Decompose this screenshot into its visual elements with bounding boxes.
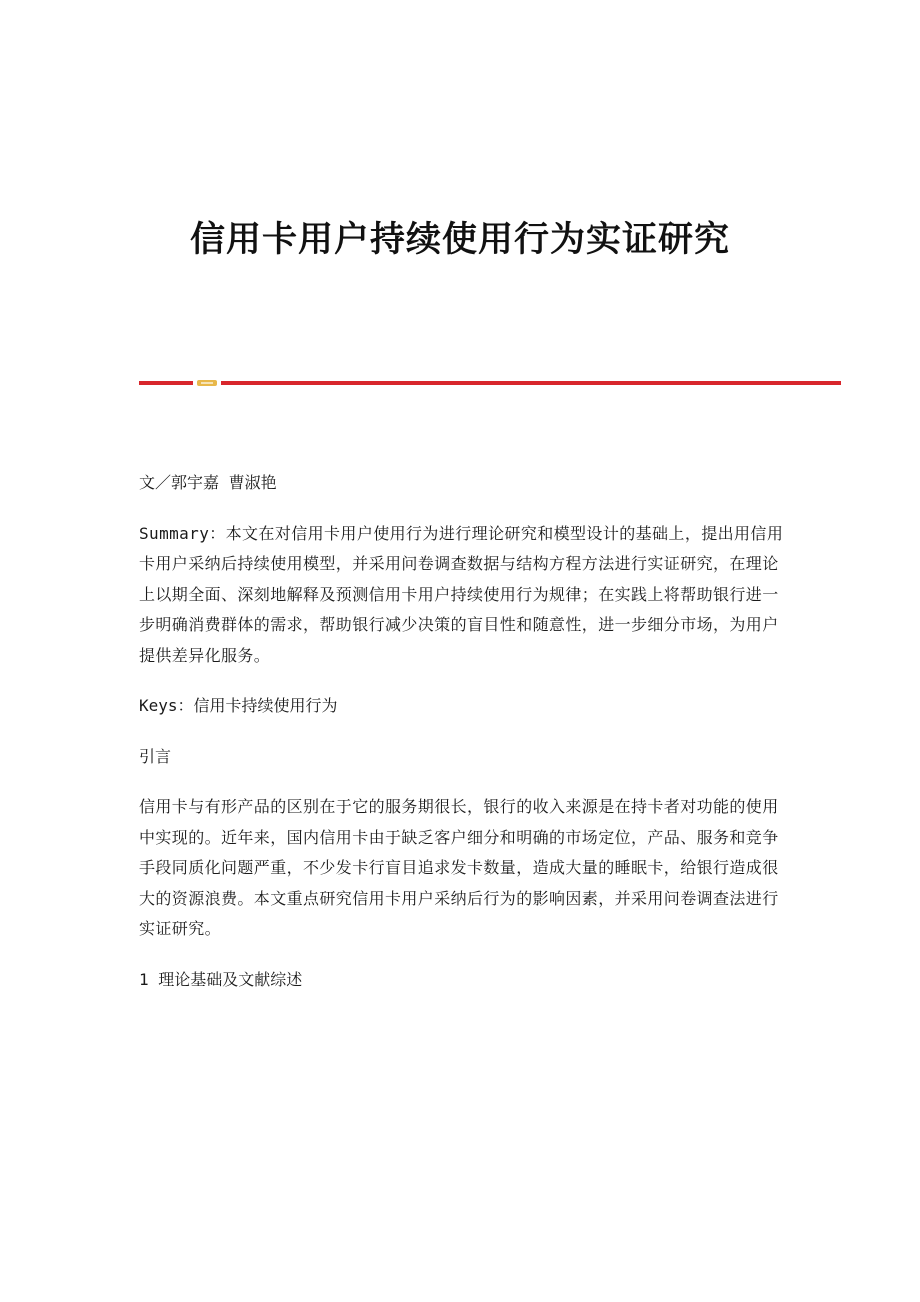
- intro-paragraph: 信用卡与有形产品的区别在于它的服务期很长，银行的收入来源是在持卡者对功能的使用中实现的。近年来，国内信用卡由于缺乏客户细分和明确的市场定位，产品、服务和竞争手段同质化问题严重，不少发卡行盲目追求发卡数量，造成大量的睡眠卡，给银行造成很大的资源浪费。本文重点研究信用卡用户采纳后行为的影响因素，并采用问卷调查法进行实证研究。: [139, 797, 779, 938]
- section-1-heading: 1 理论基础及文献综述: [139, 969, 303, 989]
- summary-paragraph: Summary：本文在对信用卡用户使用行为进行理论研究和模型设计的基础上，提出用信用卡用户采纳后持续使用模型，并采用问卷调查数据与结构方程方法进行实证研究，在理论上以期全面、深刻地解释及预测信用卡用户持续使用行为规律；在实践上将帮助银行进一步明确消费群体的需求，帮助银行减少决策的盲目性和随意性，进一步细分市场，为用户提供差异化服务。: [139, 523, 784, 665]
- intro-heading: 引言: [139, 746, 172, 766]
- title-divider: [139, 380, 841, 386]
- divider-line-right: [221, 381, 841, 385]
- document-title: 信用卡用户持续使用行为实证研究: [189, 219, 730, 260]
- divider-ornament-icon: [197, 380, 217, 386]
- divider-line-left: [139, 381, 193, 385]
- authors-line: 文／郭宇嘉 曹淑艳: [139, 473, 277, 492]
- document-body: [139, 468, 784, 1015]
- keys-line: Keys：信用卡持续使用行为: [139, 696, 338, 715]
